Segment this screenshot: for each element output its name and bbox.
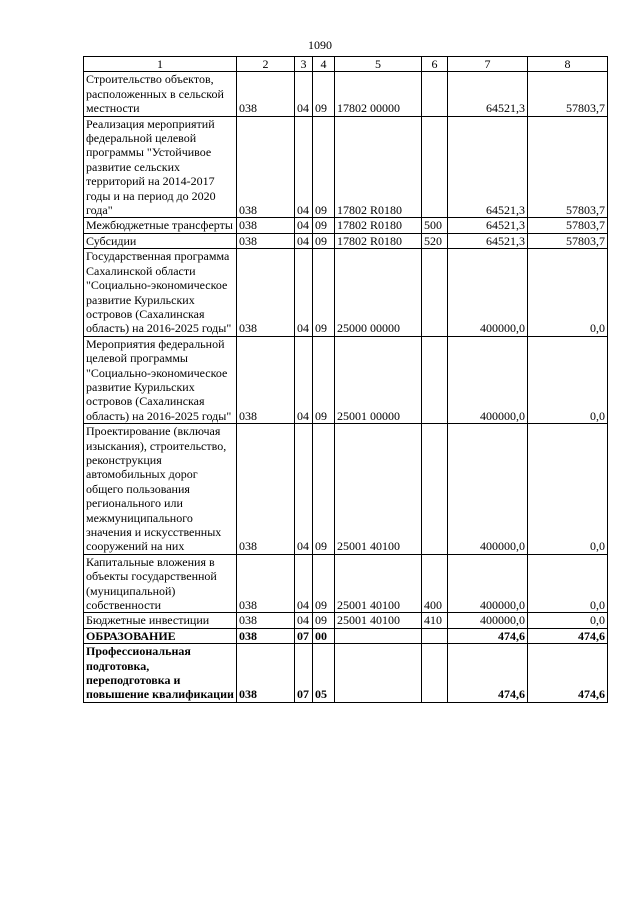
- cell-amount-7: 400000,0: [448, 613, 528, 628]
- cell-amount-8: 57803,7: [528, 116, 608, 218]
- table-row: [84, 233, 608, 248]
- cell-amount-7: 400000,0: [448, 424, 528, 555]
- column-header: 7: [448, 57, 528, 72]
- cell-admin-code: 038: [237, 554, 295, 613]
- cell-target-article: 17802 R0180: [335, 218, 422, 233]
- cell-amount-8: 474,6: [528, 628, 608, 643]
- cell-amount-8: 57803,7: [528, 72, 608, 116]
- cell-target-article: 25001 40100: [335, 424, 422, 555]
- cell-target-article: 25001 00000: [335, 336, 422, 423]
- row-name: Реализация мероприятий федеральной целевой программы "Устойчивое развитие сельских территорий на 2014-2017 годы и на период до 2020 года": [84, 116, 237, 218]
- cell-amount-7: 64521,3: [448, 233, 528, 248]
- row-name: Субсидии: [84, 233, 237, 248]
- row-name: Капитальные вложения в объекты государственной (муниципальной) собственности: [84, 554, 237, 613]
- cell-subsection: 09: [313, 116, 335, 218]
- table-row: [84, 424, 608, 555]
- cell-section: 04: [295, 554, 313, 613]
- cell-expense-type: [422, 336, 448, 423]
- table-row: [84, 613, 608, 628]
- cell-subsection: 09: [313, 336, 335, 423]
- cell-amount-8: 474,6: [528, 644, 608, 703]
- cell-section: 04: [295, 249, 313, 336]
- cell-expense-type: 520: [422, 233, 448, 248]
- cell-amount-7: 400000,0: [448, 249, 528, 336]
- cell-subsection: 00: [313, 628, 335, 643]
- cell-admin-code: 038: [237, 613, 295, 628]
- cell-subsection: 09: [313, 72, 335, 116]
- column-header: 4: [313, 57, 335, 72]
- cell-admin-code: 038: [237, 249, 295, 336]
- cell-amount-7: 474,6: [448, 628, 528, 643]
- cell-subsection: 09: [313, 218, 335, 233]
- cell-amount-7: 474,6: [448, 644, 528, 703]
- cell-expense-type: 400: [422, 554, 448, 613]
- table-row: [84, 336, 608, 423]
- cell-expense-type: [422, 628, 448, 643]
- cell-expense-type: [422, 424, 448, 555]
- cell-subsection: 09: [313, 249, 335, 336]
- cell-section: 07: [295, 628, 313, 643]
- cell-section: 04: [295, 424, 313, 555]
- cell-admin-code: 038: [237, 628, 295, 643]
- column-header: 8: [528, 57, 608, 72]
- row-name: Бюджетные инвестиции: [84, 613, 237, 628]
- cell-amount-7: 400000,0: [448, 554, 528, 613]
- cell-subsection: 05: [313, 644, 335, 703]
- table-row: [84, 554, 608, 613]
- table-row: [84, 628, 608, 643]
- cell-section: 04: [295, 218, 313, 233]
- column-header: 2: [237, 57, 295, 72]
- cell-target-article: 25001 40100: [335, 613, 422, 628]
- cell-expense-type: [422, 72, 448, 116]
- cell-subsection: 09: [313, 613, 335, 628]
- row-name: Межбюджетные трансферты: [84, 218, 237, 233]
- cell-admin-code: 038: [237, 424, 295, 555]
- cell-subsection: 09: [313, 554, 335, 613]
- row-name: Строительство объектов, расположенных в сельской местности: [84, 72, 237, 116]
- table-row: [84, 249, 608, 336]
- cell-admin-code: 038: [237, 116, 295, 218]
- cell-target-article: 17802 R0180: [335, 233, 422, 248]
- table-row: [84, 218, 608, 233]
- column-header: 6: [422, 57, 448, 72]
- row-name: Государственная программа Сахалинской области "Социально-экономическое развитие Курильских островов (Сахалинская область) на 2016-2025 годы": [84, 249, 237, 336]
- cell-amount-7: 64521,3: [448, 72, 528, 116]
- table-row: [84, 116, 608, 218]
- cell-target-article: 25000 00000: [335, 249, 422, 336]
- cell-amount-8: 57803,7: [528, 218, 608, 233]
- budget-table: [83, 56, 608, 703]
- row-name: Мероприятия федеральной целевой программы "Социально-экономическое развитие Курильских островов (Сахалинская область) на 2016-2025 годы": [84, 336, 237, 423]
- cell-target-article: 17802 R0180: [335, 116, 422, 218]
- cell-subsection: 09: [313, 424, 335, 555]
- cell-subsection: 09: [313, 233, 335, 248]
- row-name: Проектирование (включая изыскания), строительство, реконструкция автомобильных дорог общего пользования регионального или межмуниципального значения и искусственных сооружений на них: [84, 424, 237, 555]
- table-row: [84, 644, 608, 703]
- cell-section: 04: [295, 72, 313, 116]
- cell-admin-code: 038: [237, 72, 295, 116]
- cell-expense-type: [422, 249, 448, 336]
- cell-amount-8: 57803,7: [528, 233, 608, 248]
- cell-amount-8: 0,0: [528, 424, 608, 555]
- cell-target-article: [335, 644, 422, 703]
- row-name: ОБРАЗОВАНИЕ: [84, 628, 237, 643]
- cell-target-article: [335, 628, 422, 643]
- cell-expense-type: 410: [422, 613, 448, 628]
- cell-amount-8: 0,0: [528, 336, 608, 423]
- cell-target-article: 17802 00000: [335, 72, 422, 116]
- cell-amount-8: 0,0: [528, 249, 608, 336]
- cell-amount-8: 0,0: [528, 613, 608, 628]
- column-header: 3: [295, 57, 313, 72]
- cell-admin-code: 038: [237, 644, 295, 703]
- cell-admin-code: 038: [237, 233, 295, 248]
- table-header-row: [84, 57, 608, 72]
- cell-target-article: 25001 40100: [335, 554, 422, 613]
- page-number: 1090: [308, 38, 332, 52]
- cell-section: 04: [295, 336, 313, 423]
- cell-amount-7: 64521,3: [448, 218, 528, 233]
- cell-expense-type: [422, 116, 448, 218]
- cell-section: 04: [295, 233, 313, 248]
- cell-amount-7: 64521,3: [448, 116, 528, 218]
- cell-section: 04: [295, 613, 313, 628]
- cell-expense-type: [422, 644, 448, 703]
- cell-expense-type: 500: [422, 218, 448, 233]
- row-name: Профессиональная подготовка, переподготовка и повышение квалификации: [84, 644, 237, 703]
- cell-amount-8: 0,0: [528, 554, 608, 613]
- cell-section: 04: [295, 116, 313, 218]
- column-header: 1: [84, 57, 237, 72]
- cell-admin-code: 038: [237, 336, 295, 423]
- cell-section: 07: [295, 644, 313, 703]
- cell-admin-code: 038: [237, 218, 295, 233]
- column-header: 5: [335, 57, 422, 72]
- cell-amount-7: 400000,0: [448, 336, 528, 423]
- table-row: [84, 72, 608, 116]
